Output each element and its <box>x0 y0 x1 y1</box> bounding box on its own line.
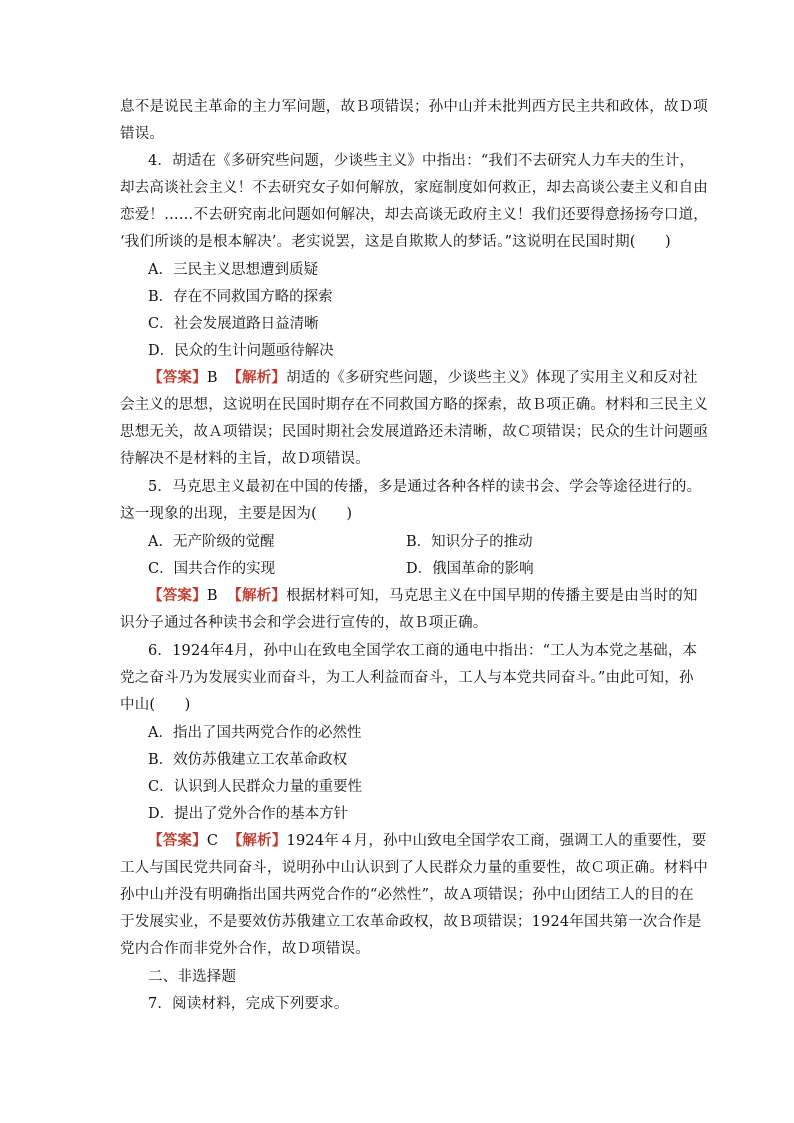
explanation-tag: 【解析】 <box>227 587 287 604</box>
question-6-explanation: 工人与国民党共同奋斗，说明孙中山认识到了人民群众力量的重要性，故Ｃ项正确。材料中 <box>120 860 708 876</box>
question-4-explanation: 待解决不是材料的主旨，故Ｄ项错误。 <box>120 451 370 467</box>
question-5-answer <box>148 586 708 606</box>
question-6-option-d: D．提出了党外合作的基本方针 <box>148 806 349 822</box>
question-4-explanation: 会主义的思想，这说明在民国时期存在不同救国方略的探索，故Ｂ项正确。材料和三民主义 <box>120 397 708 413</box>
question-7-stem: 7．阅读材料，完成下列要求。 <box>148 996 349 1012</box>
question-6-explanation: 于发展实业，不是要效仿苏俄建立工农革命政权，故Ｂ项错误；1924年国共第一次合作是 <box>120 914 702 930</box>
answer-value: B <box>206 370 218 386</box>
question-4-option-b: B．存在不同救国方略的探索 <box>148 289 333 305</box>
question-4-option-c: C．社会发展道路日益清晰 <box>148 316 319 332</box>
question-6-explanation: 孙中山并没有明确指出国共两党合作的“必然性”，故Ａ项错误；孙中山团结工人的目的在 <box>120 887 694 903</box>
question-5-option-b: B．知识分子的推动 <box>406 534 533 550</box>
question-4-answer <box>148 368 708 388</box>
question-6-stem: 中山( ) <box>120 697 191 713</box>
question-4-stem: ‘我们所谈的是根本解决’。老实说罢，这是自欺欺人的梦话。”这说明在民国时期( ) <box>120 234 671 250</box>
answer-value: B <box>206 588 218 604</box>
question-6-answer <box>148 831 708 851</box>
answer-value: C <box>206 833 219 849</box>
question-5-option-a: A．无产阶级的觉醒 <box>148 534 275 550</box>
question-4-stem: 却去高谈社会主义！不去研究女子如何解放，家庭制度如何救正，却去高谈公妻主义和自由 <box>120 180 708 196</box>
question-4-explanation: 思想无关，故Ａ项错误；民国时期社会发展道路还未清晰，故Ｃ项错误；民众的生计问题亟 <box>120 424 708 440</box>
question-6-option-a: A．指出了国共两党合作的必然性 <box>148 725 362 741</box>
question-5-option-c: C．国共合作的实现 <box>148 561 276 577</box>
section-heading: 二、非选择题 <box>148 969 237 985</box>
text-line: 息不是说民主革命的主力军问题，故Ｂ项错误；孙中山并未批判西方民主共和政体，故Ｄ项 <box>120 99 708 115</box>
answer-tag: 【答案】 <box>148 369 207 386</box>
question-6-option-c: C．认识到人民群众力量的重要性 <box>148 779 363 795</box>
question-5-option-d: D．俄国革命的影响 <box>406 561 534 577</box>
question-6-stem: 6．1924年4月，孙中山在致电全国学农工商的通电中指出：“工人为本党之基础，本 <box>148 643 698 659</box>
question-6-explanation: 党内合作而非党外合作，故Ｄ项错误。 <box>120 941 370 957</box>
question-5-explanation: 识分子通过各种读书会和学会进行宣传的，故Ｂ项正确。 <box>120 615 488 631</box>
question-4-stem: 恋爱！……不去研究南北问题如何解决，却去高谈无政府主义！我们还要得意扬扬夸口道， <box>120 207 708 223</box>
answer-tag: 【答案】 <box>148 832 207 849</box>
explanation-tag: 【解析】 <box>227 369 287 386</box>
text-line: 错误。 <box>120 126 165 142</box>
question-4-option-a: A．三民主义思想遭到质疑 <box>148 262 318 278</box>
question-4-option-d: D．民众的生计问题亟待解决 <box>148 343 334 359</box>
question-5-stem: 这一现象的出现，主要是因为( ) <box>120 506 353 522</box>
question-5-stem: 5．马克思主义最初在中国的传播，多是通过各种各样的读书会、学会等途径进行的。 <box>148 479 702 495</box>
answer-tag: 【答案】 <box>148 587 207 604</box>
question-6-option-b: B．效仿苏俄建立工农革命政权 <box>148 752 348 768</box>
explanation-text: 根据材料可知，马克思主义在中国早期的传播主要是由当时的知 <box>286 588 698 604</box>
explanation-tag: 【解析】 <box>227 832 287 849</box>
explanation-text: 1924年４月，孙中山致电全国学农工商，强调工人的重要性，要 <box>286 833 707 849</box>
explanation-text: 胡适的《多研究些问题，少谈些主义》体现了实用主义和反对社 <box>286 370 698 386</box>
question-4-stem: 4．胡适在《多研究些问题，少谈些主义》中指出：“我们不去研究人力车夫的生计， <box>148 153 695 169</box>
question-6-stem: 党之奋斗乃为发展实业而奋斗，为工人利益而奋斗，工人与本党共同奋斗。”由此可知，孙 <box>120 670 694 686</box>
